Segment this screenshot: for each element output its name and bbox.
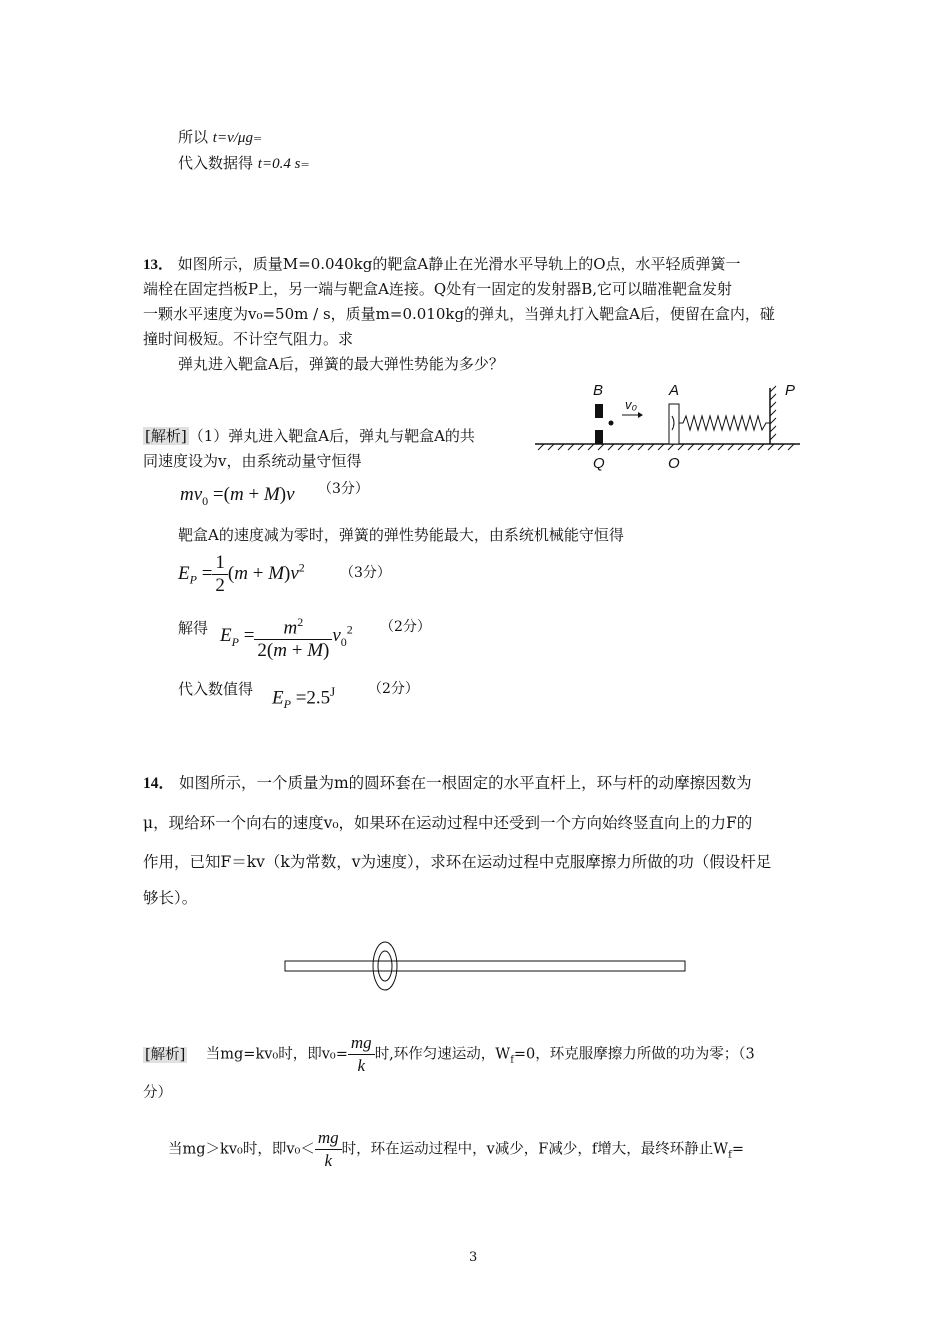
q13-solution-line-3: 靶盒A的速度减为零时，弹簧的弹性势能最大，由系统机械能守恒得 — [178, 526, 624, 544]
ground-hatching — [538, 444, 794, 450]
label-B: B — [593, 382, 604, 399]
q14-figure — [280, 940, 690, 992]
eq2-points: （3分） — [340, 565, 391, 581]
q14-line-4: 够长）。 — [143, 889, 198, 907]
solution-tag-14: [解析] — [145, 1046, 186, 1063]
q13-solution-line-1: [解析] （1）弹丸进入靶盒A后，弹丸与靶盒A的共 — [145, 427, 475, 445]
label-P: P — [785, 382, 796, 399]
eq1-points: （3分） — [318, 481, 369, 497]
rod — [285, 961, 685, 971]
label-O: O — [668, 455, 680, 472]
label-Q: Q — [593, 455, 605, 472]
eq-energy: $E_P$ = $\frac{1}{2}$ $(m + M)v^2$ — [178, 552, 305, 596]
q14-line-2: μ，现给环一个向右的速度v₀，如果环在运动过程中还受到一个方向始终竖直向上的力F的 — [143, 814, 753, 832]
q13-line-4: 撞时间极短。不计空气阻力。求 — [143, 330, 354, 348]
page-number: 3 — [469, 1250, 478, 1265]
label-A: A — [669, 382, 680, 399]
q13-line-3: 一颗水平速度为v₀=50m / s，质量m=0.010kg的弹丸，当弹丸打入靶盒A后，便留在盒内，碰 — [143, 305, 775, 323]
solution-tag: [解析] — [145, 427, 187, 445]
eq-result: $E_P$ = $\frac{m^2}{2(m + M)}$ $v_0^2$ — [220, 611, 353, 662]
subst-label: 代入数值得 — [178, 680, 254, 698]
q13-line-1: 13． 如图所示，质量M=0.040kg的靶盒A静止在光滑水平导轨上的O点，水平轻质弹簧一 — [143, 255, 741, 273]
prev-line-2: 代入数据得 t=0.4 s= — [178, 154, 310, 172]
label-v0: v₀ — [625, 397, 637, 412]
q14-case-1: [解析] 当mg=kv₀时，即v₀= $\frac{mg}{k}$ 时,环作匀速运动，$W_f=0$，环克服摩擦力所做的功为零；（3 — [145, 1033, 755, 1075]
q13-solution-line-2: 同速度设为v，由系统动量守恒得 — [143, 452, 362, 470]
velocity-arrowhead — [638, 412, 643, 418]
launcher-B-top — [595, 404, 603, 418]
spring — [679, 416, 770, 430]
q13-question: 弹丸进入靶盒A后，弹簧的最大弹性势能为多少？ — [178, 355, 504, 373]
q13-line-2: 端栓在固定挡板P上，另一端与靶盒A连接。Q处有一固定的发射器B,它可以瞄准靶盒发射 — [143, 280, 733, 298]
eq4-points: （2分） — [368, 681, 419, 697]
q14-line-3: 作用，已知F＝kv（k为常数，v为速度），求环在运动过程中克服摩擦力所做的功（假设杆足 — [143, 853, 772, 871]
eq-value: $E_P =2.5^J$ — [272, 684, 336, 712]
q14-case-1-cont: 分） — [143, 1085, 172, 1101]
q14-line-1: 14． 如图所示，一个质量为m的圆环套在一根固定的水平直杆上，环与杆的动摩擦因数为 — [143, 774, 752, 792]
eq3-points: （2分） — [380, 619, 431, 635]
q14-case-2: 当mg＞kv₀时，即v₀＜ $\frac{mg}{k}$ 时，环在运动过程中，v减少，F减少，f增大，最终环静止$W_f=$ — [168, 1128, 744, 1170]
q13-figure — [530, 378, 810, 478]
launcher-B-bottom — [595, 430, 603, 444]
prev-line-1: 所以 t=v/μg= — [178, 128, 263, 146]
bullet — [609, 421, 614, 426]
wall-hatching — [770, 386, 776, 440]
eq-momentum: $mv_0 =(m + M)v$ — [180, 484, 295, 508]
solve-label: 解得 — [178, 619, 209, 637]
